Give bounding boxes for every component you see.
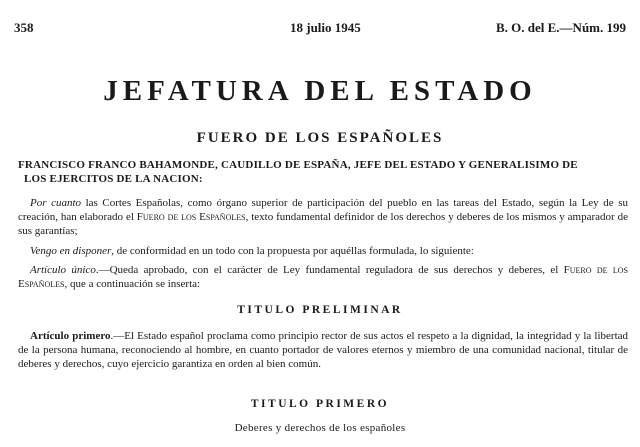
para3-text1: .—Queda aprobado, con el carácter de Ley fundamental reguladora de sus derechos y deberes, el: [95, 264, 564, 276]
para3-text2: , que a continuación se inserta:: [64, 278, 201, 290]
page-title: JEFATURA DEL ESTADO: [103, 75, 537, 107]
header-date: 18 julio 1945: [290, 20, 361, 35]
preamble-line-2: LOS EJERCITOS DE LA NACION:: [24, 173, 203, 185]
para2-text: , de conformidad en un todo con la propuesta por aquéllas formulada, lo siguiente:: [111, 245, 474, 257]
para1-lead: Por cuanto: [30, 197, 82, 209]
para1-text1: las Cortes Españolas, como órgano superior de participación del pueblo en las tareas del Estado, según la Ley de su creación, han elaborado el: [18, 197, 628, 223]
paragraph-articulo-primero: [18, 329, 628, 371]
law-title: FUERO DE LOS ESPAÑOLES: [196, 130, 444, 146]
para4-lead: Artículo primero: [30, 330, 111, 342]
decree-preamble: [18, 158, 628, 186]
heading-titulo-preliminar: TITULO PRELIMINAR: [237, 304, 403, 316]
heading-titulo-primero: TITULO PRIMERO: [250, 398, 390, 410]
para1-fuero: Fuero de los Españoles: [136, 211, 246, 223]
bulletin-reference: B. O. del E.—Núm. 199: [495, 20, 626, 35]
para3-lead: Artículo único: [30, 264, 96, 276]
para1-text2: , texto fundamental definidor de los derechos y deberes de los mismos y amparador de sus garantías;: [18, 211, 628, 237]
page-number: 358: [14, 20, 34, 35]
subheading-deberes-derechos: Deberes y derechos de los españoles: [234, 422, 406, 434]
paragraph-articulo-unico: [18, 263, 628, 291]
page-header: [0, 20, 640, 42]
preamble-line-1: FRANCISCO FRANCO BAHAMONDE, CAUDILLO DE ESPAÑA, JEFE DEL ESTADO Y GENERALISIMO DE: [18, 159, 578, 171]
para2-lead: Vengo en disponer: [30, 245, 112, 257]
para4-text: .—El Estado español proclama como principio rector de sus actos el respeto a la dignidad, la integridad y la libertad de la persona humana, reconociendo al hombre, en cuanto portador de valores eternos y miembro de una comunidad nacional, titular de deberes y derechos, cuyo ejercicio garantiza en orden al bien común.: [18, 330, 629, 370]
paragraph-vengo-en-disponer: [18, 244, 628, 258]
para3-fuero: Fuero de los Españoles: [18, 264, 628, 290]
paragraph-por-cuanto: [18, 196, 628, 238]
